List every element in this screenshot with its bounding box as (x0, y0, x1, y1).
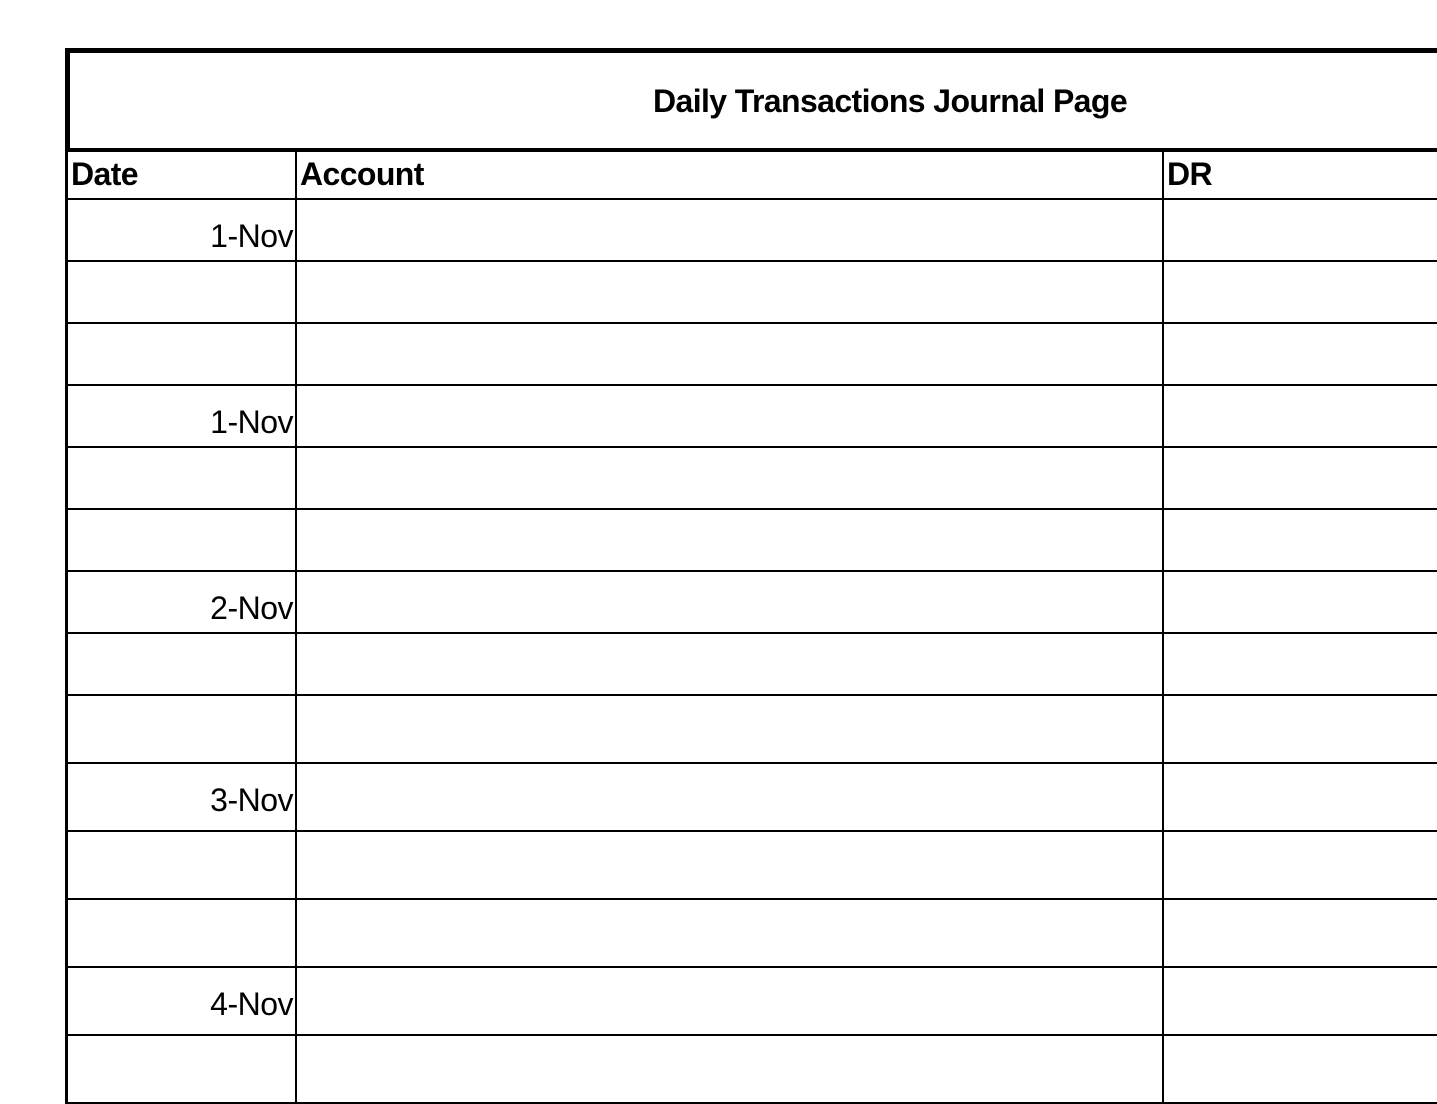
account-cell[interactable] (297, 448, 1164, 508)
dr-cell[interactable] (1164, 634, 1437, 694)
table-row (65, 448, 1437, 510)
dr-cell[interactable] (1164, 968, 1437, 1034)
table-row (65, 1036, 1437, 1104)
table-row (65, 510, 1437, 572)
date-cell[interactable] (65, 510, 297, 570)
account-cell[interactable] (297, 572, 1164, 632)
account-cell[interactable] (297, 510, 1164, 570)
account-cell[interactable] (297, 324, 1164, 384)
dr-cell[interactable] (1164, 510, 1437, 570)
account-cell[interactable] (297, 696, 1164, 762)
table-row (65, 764, 1437, 832)
dr-cell[interactable] (1164, 1036, 1437, 1102)
dr-cell[interactable] (1164, 572, 1437, 632)
date-cell[interactable] (65, 832, 297, 898)
dr-cell[interactable] (1164, 448, 1437, 508)
table-row (65, 634, 1437, 696)
date-value: 3-Nov (210, 782, 293, 818)
date-cell[interactable] (65, 1036, 297, 1102)
dr-cell[interactable] (1164, 386, 1437, 446)
date-value: 1-Nov (210, 404, 293, 440)
table-row (65, 386, 1437, 448)
dr-cell[interactable] (1164, 324, 1437, 384)
date-cell[interactable] (65, 572, 297, 632)
date-value: 1-Nov (210, 218, 293, 254)
dr-cell[interactable] (1164, 262, 1437, 322)
table-row (65, 968, 1437, 1036)
date-cell[interactable] (65, 764, 297, 830)
account-cell[interactable] (297, 386, 1164, 446)
date-cell[interactable] (65, 968, 297, 1034)
account-cell[interactable] (297, 832, 1164, 898)
account-cell[interactable] (297, 262, 1164, 322)
dr-cell[interactable] (1164, 764, 1437, 830)
date-value: 2-Nov (210, 590, 293, 626)
dr-cell[interactable] (1164, 832, 1437, 898)
table-row (65, 900, 1437, 968)
header-date-label: Date (71, 156, 138, 192)
table-row (65, 324, 1437, 386)
header-dr-label: DR (1167, 156, 1213, 192)
account-cell[interactable] (297, 900, 1164, 966)
account-cell[interactable] (297, 1036, 1164, 1102)
dr-cell[interactable] (1164, 200, 1437, 260)
date-value: 4-Nov (210, 986, 293, 1022)
date-cell[interactable] (65, 696, 297, 762)
date-cell[interactable] (65, 448, 297, 508)
date-cell[interactable] (65, 262, 297, 322)
dr-cell[interactable] (1164, 900, 1437, 966)
account-cell[interactable] (297, 200, 1164, 260)
header-row (65, 152, 1437, 200)
header-date[interactable] (65, 152, 297, 198)
account-cell[interactable] (297, 634, 1164, 694)
header-account-label: Account (300, 156, 424, 192)
date-cell[interactable] (65, 900, 297, 966)
page-title: Daily Transactions Journal Page (653, 83, 1128, 119)
table-row (65, 832, 1437, 900)
dr-cell[interactable] (1164, 696, 1437, 762)
table-row (65, 262, 1437, 324)
header-dr[interactable] (1164, 152, 1437, 198)
account-cell[interactable] (297, 968, 1164, 1034)
table-row (65, 696, 1437, 764)
date-cell[interactable] (65, 200, 297, 260)
date-cell[interactable] (65, 324, 297, 384)
table-row (65, 572, 1437, 634)
table-row (65, 200, 1437, 262)
account-cell[interactable] (297, 764, 1164, 830)
header-account[interactable] (297, 152, 1164, 198)
date-cell[interactable] (65, 386, 297, 446)
title-cell[interactable] (65, 48, 1437, 152)
date-cell[interactable] (65, 634, 297, 694)
